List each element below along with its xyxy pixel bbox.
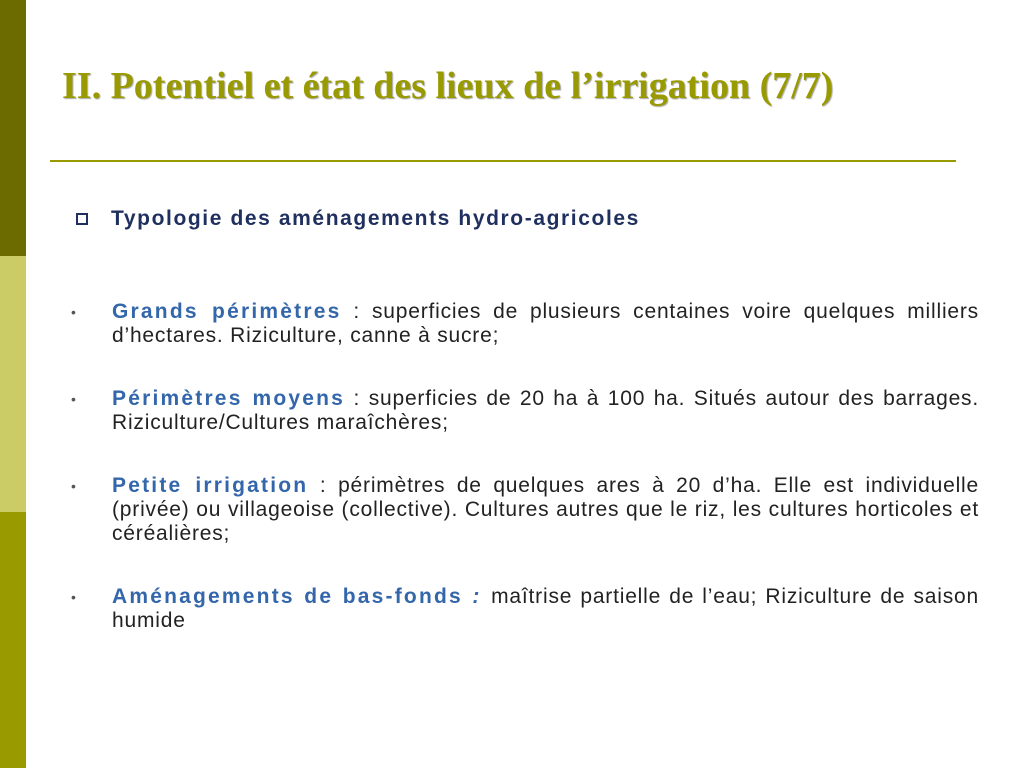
bullet-dot-icon: • xyxy=(71,478,77,494)
bullet-dot-icon: • xyxy=(71,391,77,407)
bullet-item-grands-perimetres xyxy=(68,300,979,348)
bullet-dot-icon: • xyxy=(71,589,77,605)
sidebar-segment-top xyxy=(0,0,26,256)
bullet-text: : superficies de 20 ha à 100 ha. Situés autour des barrages. Riziculture/Cultures maraîchères; xyxy=(112,387,979,434)
bullet-separator: : xyxy=(462,585,492,608)
slide-title: II. Potentiel et état des lieux de l’irrigation (7/7) xyxy=(62,65,834,107)
bullet-term: Grands périmètres xyxy=(112,300,342,323)
bullet-text: : superficies de plusieurs centaines voire quelques milliers d’hectares. Riziculture, canne à sucre; xyxy=(112,300,979,347)
sidebar-segment-middle xyxy=(0,256,26,512)
sidebar-segment-bottom xyxy=(0,512,26,768)
subheading-text: Typologie des aménagements hydro-agricoles xyxy=(111,207,640,230)
square-bullet-icon xyxy=(76,213,88,225)
title-underline xyxy=(50,160,956,162)
bullet-list xyxy=(68,300,979,633)
bullet-term: Périmètres moyens xyxy=(112,387,346,410)
bullet-text: maîtrise partielle de l’eau; Riziculture de saison humide xyxy=(112,585,979,632)
bullet-term: Petite irrigation xyxy=(112,474,309,497)
bullet-term: Aménagements de bas-fonds xyxy=(112,585,463,608)
bullet-dot-icon: • xyxy=(71,304,77,320)
bullet-item-bas-fonds xyxy=(68,585,979,633)
bullet-item-petite-irrigation xyxy=(68,474,979,546)
bullet-item-perimetres-moyens xyxy=(68,387,979,435)
subheading xyxy=(76,207,640,231)
sidebar-decoration xyxy=(0,0,26,768)
bullet-text: : périmètres de quelques ares à 20 d’ha. Elle est individuelle (privée) ou villageoise (collective). Cultures autres que le riz, les cultures horticoles et céréalières; xyxy=(112,474,979,545)
